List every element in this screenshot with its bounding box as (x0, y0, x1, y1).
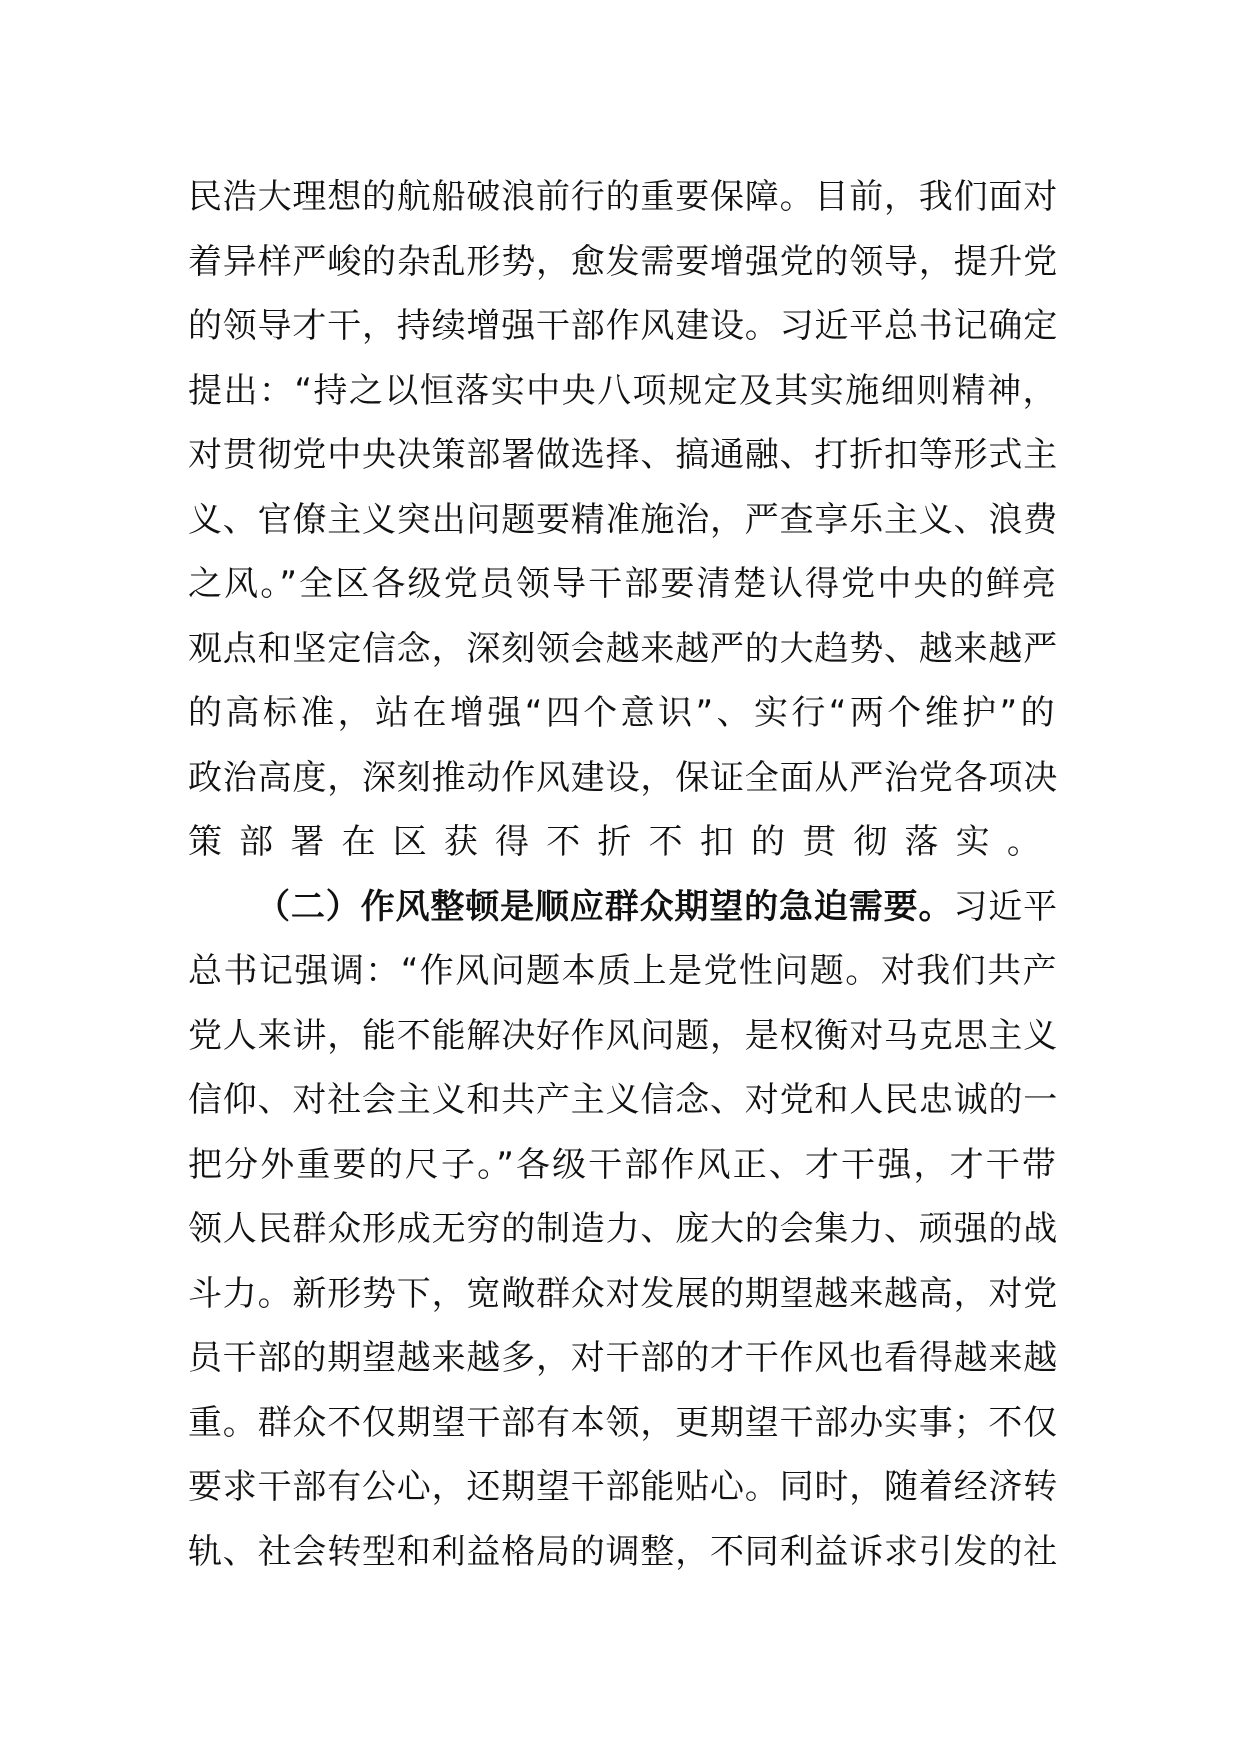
text-line: 民浩大理想的航船破浪前行的重要保障。目前，我们面对 (188, 177, 1058, 217)
text-line: 的领导才干，持续增强干部作风建设。习近平总书记确定 (188, 306, 1058, 346)
text-line: 党人来讲，能不能解决好作风问题，是权衡对马克思主义 (188, 1015, 1058, 1056)
text-line: 义、官僚主义突出问题要精准施治，严查享乐主义、浪费 (188, 499, 1058, 540)
text-line: 政治高度，深刻推动作风建设，保证全面从严治党各项决 (188, 757, 1058, 798)
text-line: 重。群众不仅期望干部有本领，更期望干部办实事；不仅 (188, 1402, 1058, 1443)
text-line: 领人民群众形成无穷的制造力、庞大的会集力、顽强的战 (188, 1209, 1058, 1249)
text-line: 把分外重要的尺子。”各级干部作风正、才干强，才干带 (188, 1144, 1058, 1185)
heading-continuation: 习近平 (953, 886, 1058, 927)
text-line: 轨、社会转型和利益格局的调整，不同利益诉求引发的社 (188, 1531, 1058, 1572)
text-line: 着异样严峻的杂乱形势，愈发需要增强党的领导，提升党 (188, 241, 1058, 282)
section-heading-line (188, 875, 1058, 940)
text-line: 斗力。新形势下，宽敞群众对发展的期望越来越高，对党 (188, 1273, 1058, 1314)
text-line: 要求干部有公心，还期望干部能贴心。同时，随着经济转 (188, 1467, 1058, 1507)
text-line: 信仰、对社会主义和共产主义信念、对党和人民忠诚的一 (188, 1080, 1058, 1120)
text-line: 策部署在区获得不折不扣的贯彻落实。 (188, 822, 1058, 862)
text-line: 员干部的期望越来越多，对干部的才干作风也看得越来越 (188, 1338, 1058, 1378)
text-line: 之风。”全区各级党员领导干部要清楚认得党中央的鲜亮 (188, 564, 1058, 604)
section-heading: （二）作风整顿是顺应群众期望的急迫需要。 (256, 886, 954, 927)
text-line: 总书记强调：“作风问题本质上是党性问题。对我们共产 (188, 951, 1058, 991)
text-line: 提出：“持之以恒落实中央八项规定及其实施细则精神， (188, 370, 1058, 411)
text-line: 的高标准，站在增强“四个意识”、实行“两个维护”的 (188, 693, 1058, 733)
body-text (188, 165, 1058, 1584)
text-line: 观点和坚定信念，深刻领会越来越严的大趋势、越来越严 (188, 628, 1058, 669)
text-line: 对贯彻党中央决策部署做选择、搞通融、打折扣等形式主 (188, 435, 1058, 475)
